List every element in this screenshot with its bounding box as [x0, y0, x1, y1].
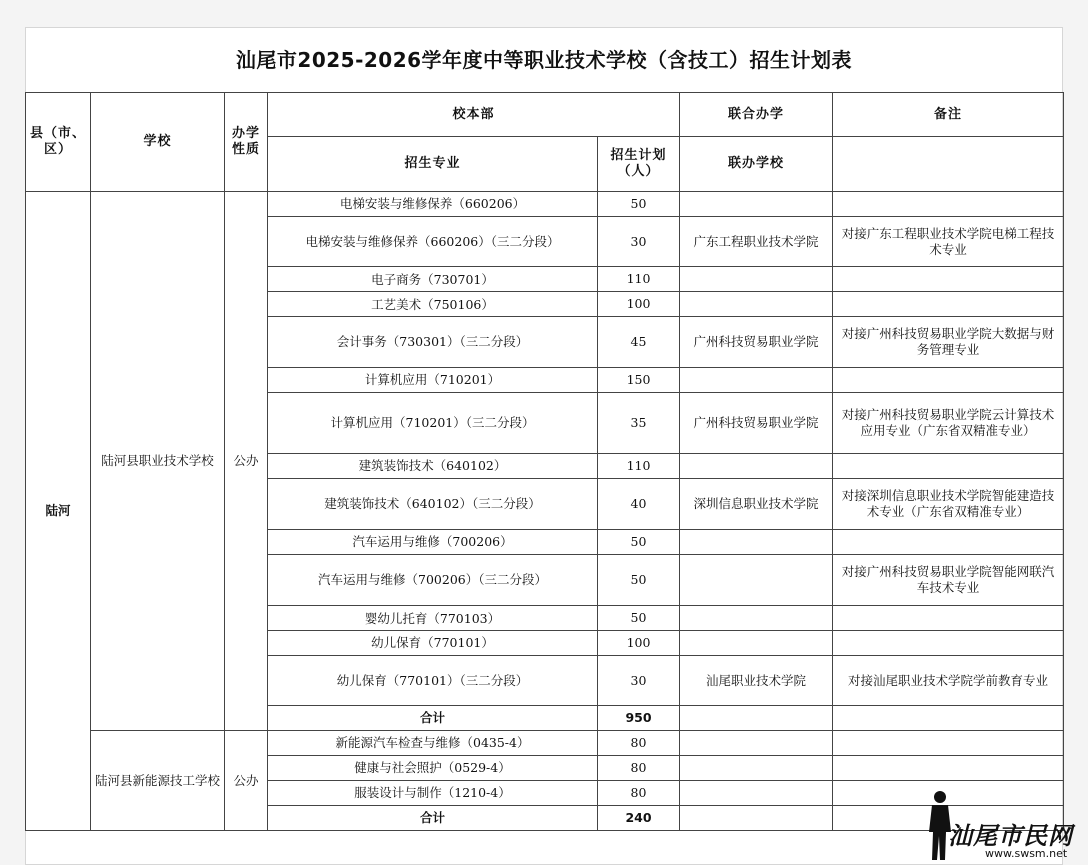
- plan-cell: 50: [598, 530, 680, 555]
- header-nature: 办学性质: [225, 93, 268, 192]
- remark-cell: [833, 192, 1064, 217]
- remark-cell: [833, 731, 1064, 756]
- school-cell: 陆河县职业技术学校: [91, 192, 225, 731]
- joint-cell: 广州科技贸易职业学院: [680, 317, 833, 368]
- county-cell: 陆河: [26, 192, 91, 831]
- remark-cell: 对接广州科技贸易职业学院大数据与财务管理专业: [833, 317, 1064, 368]
- joint-cell: 广州科技贸易职业学院: [680, 393, 833, 454]
- remark-cell: 对接广东工程职业技术学院电梯工程技术专业: [833, 217, 1064, 267]
- nature-cell: 公办: [225, 192, 268, 731]
- major-cell: 汽车运用与维修（700206）: [268, 530, 598, 555]
- joint-cell: [680, 530, 833, 555]
- plan-cell: 50: [598, 555, 680, 606]
- plan-cell: 45: [598, 317, 680, 368]
- remark-cell: [833, 631, 1064, 656]
- major-cell: 电梯安装与维修保养（660206）: [268, 192, 598, 217]
- plan-cell: 150: [598, 368, 680, 393]
- joint-cell: [680, 454, 833, 479]
- major-cell: 服装设计与制作（1210-4）: [268, 781, 598, 806]
- major-cell: 汽车运用与维修（700206）（三二分段）: [268, 555, 598, 606]
- header-school: 学校: [91, 93, 225, 192]
- watermark-text: 汕尾市民网: [948, 821, 1073, 850]
- table-row: [26, 731, 1064, 756]
- remark-cell: [833, 706, 1064, 731]
- joint-cell: [680, 555, 833, 606]
- joint-cell: 汕尾职业技术学院: [680, 656, 833, 706]
- plan-cell: 80: [598, 781, 680, 806]
- remark-cell: [833, 606, 1064, 631]
- plan-cell: 30: [598, 217, 680, 267]
- major-text: 婴幼儿托育（770103）: [364, 610, 501, 626]
- remark-cell: [833, 530, 1064, 555]
- total-label: 合计: [268, 806, 598, 831]
- remark-cell: [833, 292, 1064, 317]
- joint-cell: 广东工程职业技术学院: [680, 217, 833, 267]
- joint-cell: [680, 781, 833, 806]
- plan-cell: 100: [598, 292, 680, 317]
- enrollment-plan-table: [25, 92, 1064, 831]
- total-value: 240: [598, 806, 680, 831]
- header-county: 县（市、区）: [26, 93, 91, 192]
- plan-cell: 110: [598, 454, 680, 479]
- joint-cell: [680, 631, 833, 656]
- major-cell: [268, 292, 598, 317]
- remark-cell: [833, 454, 1064, 479]
- major-cell: 建筑装饰技术（640102）（三二分段）: [268, 479, 598, 530]
- plan-cell: 80: [598, 756, 680, 781]
- major-text: 电子商务（730701）: [371, 271, 494, 287]
- remark-cell: [833, 368, 1064, 393]
- header-remark: 备注: [833, 93, 1064, 137]
- remark-cell: [833, 756, 1064, 781]
- nature-cell: 公办: [225, 731, 268, 831]
- joint-cell: [680, 368, 833, 393]
- remark-cell: 对接广州科技贸易职业学院云计算技术应用专业（广东省双精准专业）: [833, 393, 1064, 454]
- plan-cell: 80: [598, 731, 680, 756]
- major-cell: 幼儿保育（770101）: [268, 631, 598, 656]
- major-cell: [268, 606, 598, 631]
- joint-cell: [680, 706, 833, 731]
- remark-cell: 对接汕尾职业技术学院学前教育专业: [833, 656, 1064, 706]
- header-major: 招生专业: [268, 137, 598, 192]
- joint-cell: 深圳信息职业技术学院: [680, 479, 833, 530]
- joint-cell: [680, 267, 833, 292]
- plan-cell: 50: [598, 606, 680, 631]
- joint-cell: [680, 292, 833, 317]
- header-joint-school: 联办学校: [680, 137, 833, 192]
- header-campus: 校本部: [268, 93, 680, 137]
- remark-cell: [833, 267, 1064, 292]
- major-cell: 计算机应用（710201）（三二分段）: [268, 393, 598, 454]
- watermark-url: www.swsm.net: [985, 847, 1068, 860]
- joint-cell: [680, 756, 833, 781]
- plan-cell: 50: [598, 192, 680, 217]
- header-remark-blank: [833, 137, 1064, 192]
- major-cell: 会计事务（730301）（三二分段）: [268, 317, 598, 368]
- school-cell: 陆河县新能源技工学校: [91, 731, 225, 831]
- joint-cell: [680, 606, 833, 631]
- major-cell: 计算机应用（710201）: [268, 368, 598, 393]
- plan-cell: 110: [598, 267, 680, 292]
- major-cell: 健康与社会照护（0529-4）: [268, 756, 598, 781]
- major-cell: [268, 267, 598, 292]
- total-value: 950: [598, 706, 680, 731]
- plan-cell: 100: [598, 631, 680, 656]
- total-label: 合计: [268, 706, 598, 731]
- header-row-1: [26, 93, 1064, 137]
- joint-cell: [680, 192, 833, 217]
- plan-cell: 40: [598, 479, 680, 530]
- major-cell: 电梯安装与维修保养（660206）（三二分段）: [268, 217, 598, 267]
- remark-cell: 对接广州科技贸易职业学院智能网联汽车技术专业: [833, 555, 1064, 606]
- page-title: 汕尾市2025-2026学年度中等职业技术学校（含技工）招生计划表: [235, 48, 853, 72]
- remark-cell: 对接深圳信息职业技术学院智能建造技术专业（广东省双精准专业）: [833, 479, 1064, 530]
- header-plan: 招生计划（人）: [598, 137, 680, 192]
- table-row: [26, 192, 1064, 217]
- header-joint: 联合办学: [680, 93, 833, 137]
- joint-cell: [680, 806, 833, 831]
- figure-head-icon: [934, 791, 946, 803]
- joint-cell: [680, 731, 833, 756]
- plan-cell: 35: [598, 393, 680, 454]
- major-cell: 幼儿保育（770101）（三二分段）: [268, 656, 598, 706]
- major-cell: 建筑装饰技术（640102）: [268, 454, 598, 479]
- major-cell: 新能源汽车检查与维修（0435-4）: [268, 731, 598, 756]
- major-text: 工艺美术（750106）: [371, 296, 494, 312]
- plan-cell: 30: [598, 656, 680, 706]
